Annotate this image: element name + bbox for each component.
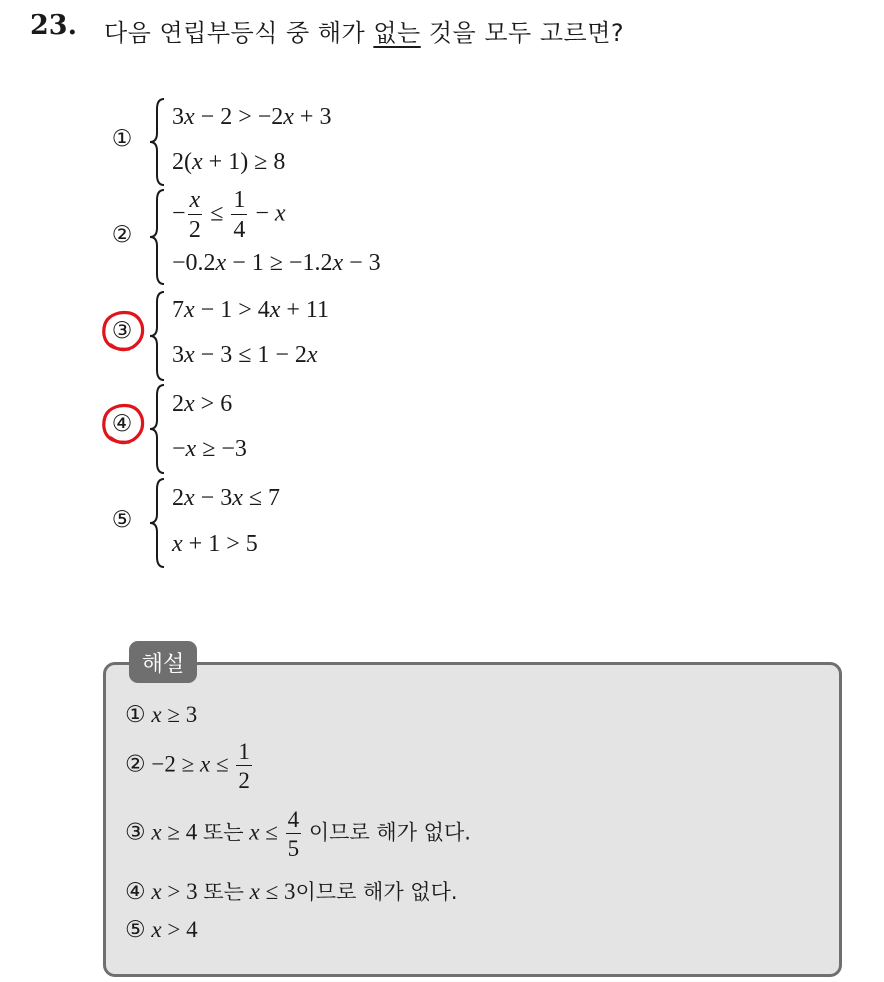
explanation-line-4-label: ④ xyxy=(125,879,146,904)
choice-3-brace xyxy=(148,290,166,382)
choice-5-inequality-1: 2x − 3x ≤ 7 xyxy=(172,485,281,511)
choice-4-inequality-1: 2x > 6 xyxy=(172,391,233,417)
choice-5-inequality-2: x + 1 > 5 xyxy=(172,531,258,557)
explanation-line-1-label: ① xyxy=(125,702,146,727)
fraction: $\frac{1}{2}$ xyxy=(238,739,250,793)
choice-4-brace xyxy=(148,383,166,475)
fraction: $\frac{1}{4}$ xyxy=(233,187,246,243)
choice-3-inequality-1: 7x − 1 > 4x + 11 xyxy=(172,297,330,323)
fraction: $\frac{4}{5}$ xyxy=(287,807,300,861)
choice-2-inequality-1: − $\frac{x}{2}$ ≤ $\frac{1}{4}$ − x xyxy=(172,187,286,243)
explanation-line-5: ⑤ x > 4 xyxy=(125,917,198,942)
explanation-line-3-label: ③ xyxy=(125,819,146,845)
explanation-line-4: ④ x > 3 또는 x ≤ 3이므로 해가 없다. xyxy=(125,879,458,904)
choice-5-brace xyxy=(148,477,166,569)
choice-3-red-circle-mark xyxy=(99,307,147,353)
explanation-tab: 해설 xyxy=(129,641,197,683)
question-text xyxy=(104,13,624,48)
choice-2-label: ② xyxy=(111,222,133,248)
choice-4-red-circle-mark xyxy=(99,400,147,446)
explanation-line-1: ① x ≥ 3 xyxy=(125,702,198,727)
explanation-line-5-label: ⑤ xyxy=(125,917,146,942)
question-text-underlined: 없는 xyxy=(373,19,421,47)
choice-4-inequality-2: −x ≥ −3 xyxy=(172,436,247,462)
choice-2-inequality-2: −0.2x − 1 ≥ −1.2x − 3 xyxy=(172,250,381,276)
explanation-line-4-text: 이므로 해가 없다. xyxy=(295,880,458,904)
choice-1-label: ① xyxy=(111,126,133,152)
explanation-line-2: ② −2 ≥ x ≤ $\frac{1}{2}$ xyxy=(125,739,250,793)
choice-5-label: ⑤ xyxy=(111,507,133,533)
explanation-line-3-text: 이므로 해가 없다. xyxy=(308,820,471,845)
question-number: 23. xyxy=(30,10,77,41)
question-text-before: 다음 연립부등식 중 해가 xyxy=(104,19,374,47)
choice-1-inequality-2: 2(x + 1) ≥ 8 xyxy=(172,149,286,175)
fraction: $\frac{x}{2}$ xyxy=(188,187,201,243)
choice-4-label: ④ xyxy=(111,411,133,437)
choice-3-label: ③ xyxy=(111,318,133,344)
choice-2-brace xyxy=(148,188,166,286)
choice-1-inequality-1: 3x − 2 > −2x + 3 xyxy=(172,104,332,130)
choice-3-inequality-2: 3x − 3 ≤ 1 − 2x xyxy=(172,342,318,368)
explanation-line-2-label: ② xyxy=(125,751,146,777)
explanation-line-3: ③ x ≥ 4 또는 x ≤ $\frac{4}{5}$ 이므로 해가 없다. xyxy=(125,807,471,861)
choice-1-brace xyxy=(148,97,166,187)
question-text-after: 것을 모두 고르면? xyxy=(420,19,625,47)
